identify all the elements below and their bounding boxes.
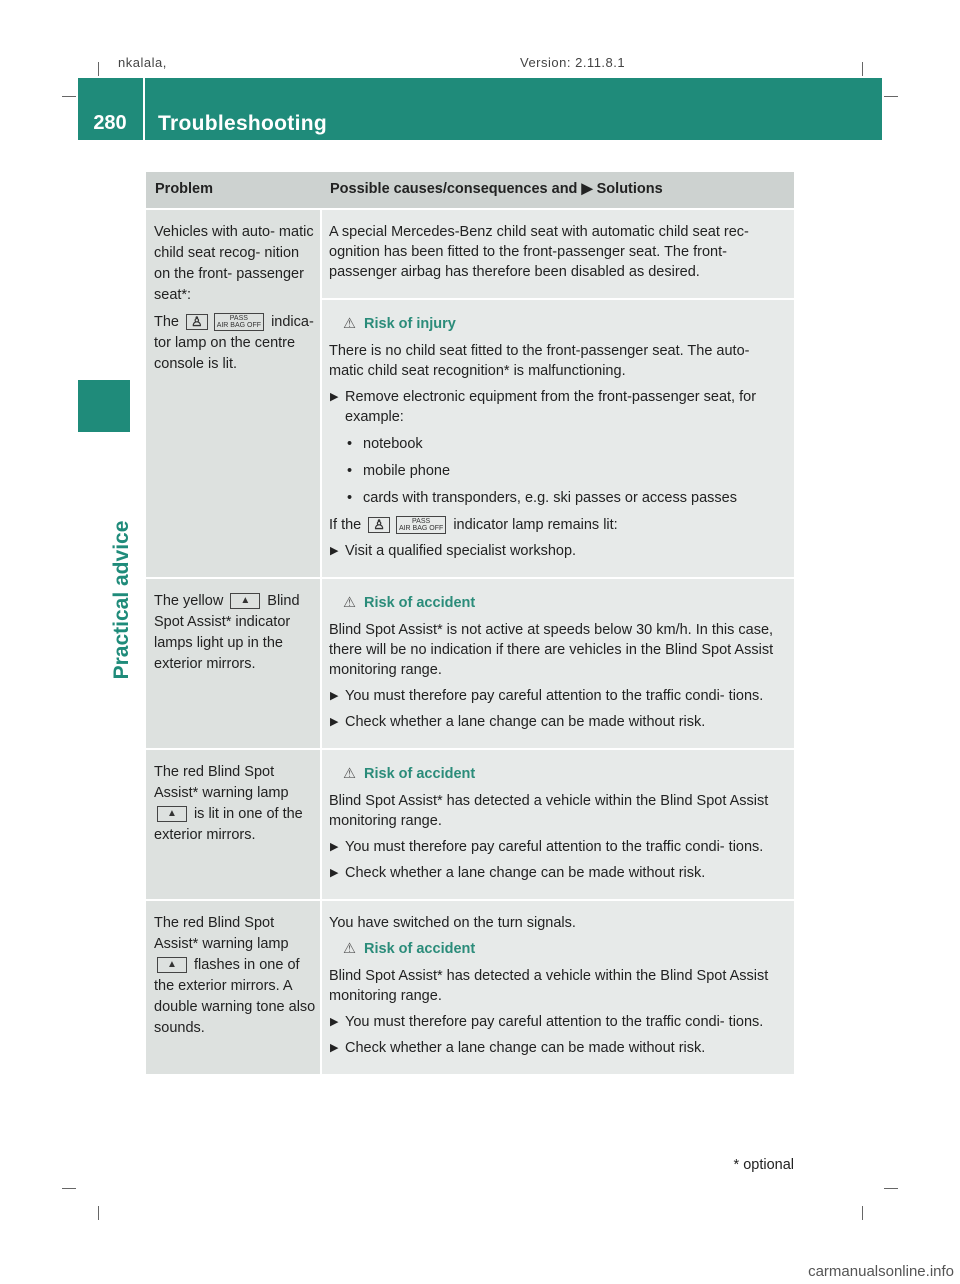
list-item bbox=[329, 488, 788, 508]
arrow-icon: ▶ bbox=[330, 545, 339, 557]
airbag-off-icon-line2: AIR BAG OFF bbox=[216, 322, 262, 330]
instruction-text: Remove electronic equipment from the front-passenger seat, for example: bbox=[345, 389, 757, 425]
arrow-icon: ▶ bbox=[330, 1016, 339, 1028]
problem-text-part: The yellow bbox=[154, 593, 224, 609]
airbag-off-icon-line2: AIR BAG OFF bbox=[398, 525, 444, 533]
arrow-icon: ▶ bbox=[581, 181, 593, 197]
problem-cell bbox=[146, 210, 322, 577]
blind-spot-triangle-icon: ▲ bbox=[157, 957, 187, 973]
list-item-text: cards with transponders, e.g. ski passes or access passes bbox=[363, 490, 737, 506]
table-row bbox=[146, 748, 794, 899]
crop-mark bbox=[884, 96, 898, 97]
side-tab-marker bbox=[78, 380, 130, 432]
crop-mark bbox=[98, 62, 99, 76]
solution-text: Blind Spot Assist* has detected a vehicle within the Blind Spot Assist monitoring range. bbox=[329, 968, 769, 1004]
column-header-solutions bbox=[322, 172, 794, 208]
side-tab-label: Practical advice bbox=[110, 520, 133, 680]
solution-text: Blind Spot Assist* has detected a vehicle within the Blind Spot Assist monitoring range. bbox=[329, 793, 769, 829]
problem-text-part: indica- tor lamp on the centre console is lit. bbox=[154, 314, 314, 372]
problem-cell bbox=[146, 901, 322, 1074]
warning-heading bbox=[343, 764, 788, 784]
solution-text-part: If the bbox=[329, 517, 362, 533]
warning-triangle-icon: ⚠ bbox=[343, 595, 356, 611]
problem-text-part: flashes in one of the exterior mirrors. A double warning tone also sounds. bbox=[154, 957, 316, 1036]
instruction-text: You must therefore pay careful attention to the traffic condi- tions. bbox=[345, 1014, 764, 1030]
crop-mark bbox=[862, 1206, 863, 1220]
warning-heading bbox=[343, 314, 788, 334]
problem-text bbox=[154, 312, 316, 375]
instruction-step bbox=[329, 1012, 788, 1032]
bullet-icon: • bbox=[347, 490, 353, 506]
problem-text bbox=[154, 762, 316, 846]
solution-text: There is no child seat fitted to the front-passenger seat. The auto- matic child seat recognition* is malfunctioning. bbox=[329, 343, 750, 379]
crop-mark bbox=[98, 1206, 99, 1220]
warning-triangle-icon: ⚠ bbox=[343, 316, 356, 332]
airbag-off-icon bbox=[396, 516, 446, 534]
crop-mark bbox=[862, 62, 863, 76]
solution-column bbox=[322, 901, 794, 1074]
problem-text-part: The red Blind Spot Assist* warning lamp bbox=[154, 915, 289, 952]
solution-text-part: indicator lamp remains lit: bbox=[453, 517, 618, 533]
column-header-solutions-prefix: Possible causes/consequences and bbox=[330, 181, 578, 197]
section-title: Troubleshooting bbox=[158, 112, 327, 135]
solution-text: Blind Spot Assist* is not active at speeds below 30 km/h. In this case, there will be no indication if there are vehicles in the Blind Spot Assist monitoring range. bbox=[329, 622, 774, 678]
instruction-step bbox=[329, 863, 788, 883]
problem-text-part: Blind Spot Assist* indicator lamps light up in the exterior mirrors. bbox=[154, 593, 300, 672]
instruction-text: You must therefore pay careful attention to the traffic condi- tions. bbox=[345, 839, 764, 855]
table-row bbox=[146, 208, 794, 577]
watermark: carmanualsonline.info bbox=[808, 1263, 954, 1280]
header-separator bbox=[143, 78, 145, 140]
airbag-off-icon-line1: PASS bbox=[229, 315, 248, 323]
page-number: 280 bbox=[93, 112, 127, 134]
warning-label: Risk of injury bbox=[364, 316, 456, 332]
solution-text: A special Mercedes-Benz child seat with automatic child seat rec- ognition has been fitted to the front-passenger seat. The front- passenger airbag has therefore been disabled as desired. bbox=[329, 224, 749, 280]
list-item-text: mobile phone bbox=[363, 463, 451, 479]
column-header-problem: Problem bbox=[155, 181, 214, 197]
problem-cell bbox=[146, 579, 322, 748]
solution-cell bbox=[322, 210, 794, 298]
instruction-text: Check whether a lane change can be made without risk. bbox=[345, 1040, 706, 1056]
bullet-icon: • bbox=[347, 463, 353, 479]
problem-cell bbox=[146, 750, 322, 899]
instruction-step bbox=[329, 712, 788, 732]
list-item bbox=[329, 461, 788, 481]
instruction-text: Check whether a lane change can be made without risk. bbox=[345, 714, 706, 730]
instruction-step bbox=[329, 541, 788, 561]
child-seat-icon: ♙ bbox=[368, 517, 390, 533]
crop-mark bbox=[62, 1188, 76, 1189]
header-ghost-right: Version: 2.11.8.1 bbox=[520, 55, 626, 70]
arrow-icon: ▶ bbox=[330, 391, 339, 403]
instruction-text: You must therefore pay careful attention to the traffic condi- tions. bbox=[345, 688, 764, 704]
problem-text-part: is lit in one of the exterior mirrors. bbox=[154, 806, 303, 843]
solution-cell bbox=[322, 298, 794, 577]
footnote: * optional bbox=[733, 1157, 794, 1173]
problem-text-part: The bbox=[154, 314, 179, 330]
arrow-icon: ▶ bbox=[330, 690, 339, 702]
header-ghost-left: nkalala, bbox=[118, 55, 167, 70]
table-row bbox=[146, 899, 794, 1074]
warning-heading bbox=[343, 939, 788, 959]
instruction-text: Check whether a lane change can be made without risk. bbox=[345, 865, 706, 881]
airbag-off-icon bbox=[214, 313, 264, 331]
solution-cell bbox=[322, 901, 794, 1074]
troubleshooting-table bbox=[146, 172, 794, 1074]
warning-heading bbox=[343, 593, 788, 613]
warning-triangle-icon: ⚠ bbox=[343, 941, 356, 957]
instruction-step bbox=[329, 837, 788, 857]
solution-column bbox=[322, 210, 794, 577]
arrow-icon: ▶ bbox=[330, 716, 339, 728]
solution-text: You have switched on the turn signals. bbox=[329, 915, 576, 931]
solution-cell bbox=[322, 579, 794, 748]
instruction-step bbox=[329, 1038, 788, 1058]
page-header bbox=[78, 78, 882, 140]
crop-mark bbox=[62, 96, 76, 97]
table-header-row bbox=[146, 172, 794, 208]
instruction-step bbox=[329, 686, 788, 706]
child-seat-icon: ♙ bbox=[186, 314, 208, 330]
problem-text: Vehicles with auto- matic child seat recog- nition on the front- passenger seat*: bbox=[154, 224, 314, 303]
warning-label: Risk of accident bbox=[364, 766, 476, 782]
warning-label: Risk of accident bbox=[364, 595, 476, 611]
list-item-text: notebook bbox=[363, 436, 423, 452]
warning-label: Risk of accident bbox=[364, 941, 476, 957]
blind-spot-triangle-icon: ▲ bbox=[230, 593, 260, 609]
solution-column bbox=[322, 579, 794, 748]
table-row bbox=[146, 577, 794, 748]
instruction-text: Visit a qualified specialist workshop. bbox=[345, 543, 577, 559]
bullet-icon: • bbox=[347, 436, 353, 452]
solution-text bbox=[329, 515, 788, 535]
blind-spot-triangle-icon: ▲ bbox=[157, 806, 187, 822]
problem-text bbox=[154, 591, 316, 675]
problem-text bbox=[154, 913, 316, 1039]
list-item bbox=[329, 434, 788, 454]
crop-mark bbox=[884, 1188, 898, 1189]
solution-column bbox=[322, 750, 794, 899]
column-header-solutions-suffix: Solutions bbox=[596, 181, 663, 197]
arrow-icon: ▶ bbox=[330, 1042, 339, 1054]
airbag-off-icon-line1: PASS bbox=[412, 518, 431, 526]
warning-triangle-icon: ⚠ bbox=[343, 766, 356, 782]
instruction-step bbox=[329, 387, 788, 427]
problem-text-part: The red Blind Spot Assist* warning lamp bbox=[154, 764, 289, 801]
arrow-icon: ▶ bbox=[330, 841, 339, 853]
solution-cell bbox=[322, 750, 794, 899]
arrow-icon: ▶ bbox=[330, 867, 339, 879]
